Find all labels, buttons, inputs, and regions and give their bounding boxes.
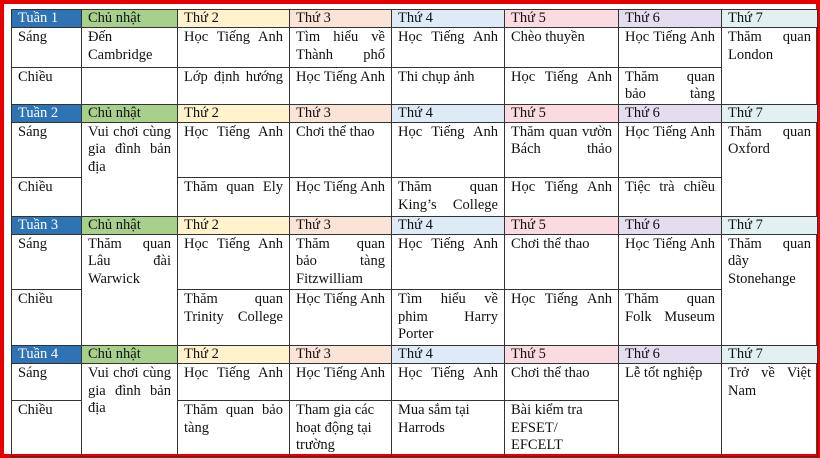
activity-cell: Thăm quan bảo tàng xyxy=(619,67,722,104)
day-header-friday: Thứ 6 xyxy=(619,10,722,28)
activity-cell: Học Tiếng Anh xyxy=(392,364,505,401)
day-header-friday: Thứ 6 xyxy=(619,104,722,122)
morning-label: Sáng xyxy=(12,364,82,401)
day-header-monday: Thứ 2 xyxy=(178,10,290,28)
activity-cell: Học Tiếng Anh xyxy=(619,122,722,177)
morning-row xyxy=(12,28,818,67)
activity-cell: Học Tiếng Anh xyxy=(178,234,290,289)
day-header-wednesday: Thứ 4 xyxy=(392,216,505,234)
activity-cell: Thăm quan Ely xyxy=(178,178,290,216)
activity-cell: Học Tiếng Anh xyxy=(619,234,722,289)
activity-cell: Thi chụp ảnh xyxy=(392,67,505,104)
day-header-saturday: Thứ 7 xyxy=(722,10,818,28)
week-header-row xyxy=(12,104,818,122)
activity-cell: Học Tiếng Anh xyxy=(505,67,619,104)
week-title: Tuần 4 xyxy=(12,345,82,363)
activity-cell: Lớp định hướng xyxy=(178,67,290,104)
day-header-sunday: Chủ nhật xyxy=(82,104,178,122)
day-header-monday: Thứ 2 xyxy=(178,104,290,122)
day-header-sunday: Chủ nhật xyxy=(82,345,178,363)
activity-cell: Thăm quan King’s College xyxy=(392,178,505,216)
day-header-tuesday: Thứ 3 xyxy=(290,104,392,122)
activity-cell: Thăm quan London xyxy=(722,28,818,105)
activity-cell: Học Tiếng Anh xyxy=(178,28,290,67)
morning-row xyxy=(12,122,818,177)
day-header-monday: Thứ 2 xyxy=(178,216,290,234)
activity-cell: Vui chơi cùng gia đình bản địa xyxy=(82,122,178,216)
activity-cell: Thăm quan Lâu đài Warwick xyxy=(82,234,178,345)
activity-cell: Học Tiếng Anh xyxy=(290,178,392,216)
afternoon-row xyxy=(12,67,818,104)
afternoon-label: Chiều xyxy=(12,401,82,457)
day-header-sunday: Chủ nhật xyxy=(82,10,178,28)
day-header-saturday: Thứ 7 xyxy=(722,345,818,363)
day-header-tuesday: Thứ 3 xyxy=(290,216,392,234)
activity-cell: Đến Cambridge xyxy=(82,28,178,67)
activity-cell: Thăm quan dãy Stonehange xyxy=(722,234,818,345)
afternoon-label: Chiều xyxy=(12,290,82,345)
activity-cell: Học Tiếng Anh xyxy=(290,290,392,345)
day-header-thursday: Thứ 5 xyxy=(505,216,619,234)
activity-cell: Thăm quan vườn Bách thảo xyxy=(505,122,619,177)
day-header-thursday: Thứ 5 xyxy=(505,345,619,363)
activity-cell: Học Tiếng Anh xyxy=(392,234,505,289)
activity-cell: Tiệc trà chiều xyxy=(619,178,722,216)
activity-cell: Thăm quan Oxford xyxy=(722,122,818,216)
activity-cell: Lễ tốt nghiệp xyxy=(619,364,722,457)
activity-cell: Học Tiếng Anh xyxy=(392,122,505,177)
morning-label: Sáng xyxy=(12,234,82,289)
schedule-table xyxy=(11,9,818,457)
day-header-thursday: Thứ 5 xyxy=(505,10,619,28)
morning-label: Sáng xyxy=(12,122,82,177)
week-title: Tuần 1 xyxy=(12,10,82,28)
activity-cell: Vui chơi cùng gia đình bản địa xyxy=(82,364,178,457)
activity-cell: Học Tiếng Anh xyxy=(619,28,722,67)
day-header-friday: Thứ 6 xyxy=(619,216,722,234)
activity-cell: Trở về Việt Nam xyxy=(722,364,818,457)
activity-cell: Tham gia các hoạt động tại trường xyxy=(290,401,392,457)
activity-cell: Học Tiếng Anh xyxy=(290,67,392,104)
activity-cell: Mua sắm tại Harrods xyxy=(392,401,505,457)
activity-cell: Tìm hiểu về phim Harry Porter xyxy=(392,290,505,345)
afternoon-label: Chiều xyxy=(12,67,82,104)
day-header-saturday: Thứ 7 xyxy=(722,104,818,122)
activity-cell: Học Tiếng Anh xyxy=(505,290,619,345)
morning-label: Sáng xyxy=(12,28,82,67)
day-header-tuesday: Thứ 3 xyxy=(290,345,392,363)
day-header-sunday: Chủ nhật xyxy=(82,216,178,234)
week-header-row xyxy=(12,216,818,234)
activity-cell: Bài kiểm tra EFSET/ EFCELT xyxy=(505,401,619,457)
activity-cell: Thăm quan Trinity College xyxy=(178,290,290,345)
empty-cell xyxy=(82,67,178,104)
activity-cell: Thăm quan bảo tàng xyxy=(178,401,290,457)
activity-cell: Chơi thể thao xyxy=(505,364,619,401)
activity-cell: Học Tiếng Anh xyxy=(178,364,290,401)
morning-row xyxy=(12,234,818,289)
activity-cell: Thăm quan Folk Museum xyxy=(619,290,722,345)
morning-row xyxy=(12,364,818,401)
day-header-wednesday: Thứ 4 xyxy=(392,345,505,363)
day-header-wednesday: Thứ 4 xyxy=(392,104,505,122)
activity-cell: Học Tiếng Anh xyxy=(505,178,619,216)
afternoon-label: Chiều xyxy=(12,178,82,216)
day-header-friday: Thứ 6 xyxy=(619,345,722,363)
activity-cell: Học Tiếng Anh xyxy=(178,122,290,177)
activity-cell: Chơi thể thao xyxy=(290,122,392,177)
day-header-monday: Thứ 2 xyxy=(178,345,290,363)
week-header-row xyxy=(12,10,818,28)
day-header-tuesday: Thứ 3 xyxy=(290,10,392,28)
day-header-thursday: Thứ 5 xyxy=(505,104,619,122)
activity-cell: Học Tiếng Anh xyxy=(392,28,505,67)
activity-cell: Thăm quan bảo tàng Fitzwilliam xyxy=(290,234,392,289)
activity-cell: Chơi thể thao xyxy=(505,234,619,289)
activity-cell: Tìm hiểu về Thành phố xyxy=(290,28,392,67)
week-header-row xyxy=(12,345,818,363)
day-header-saturday: Thứ 7 xyxy=(722,216,818,234)
week-title: Tuần 3 xyxy=(12,216,82,234)
activity-cell: Học Tiếng Anh xyxy=(290,364,392,401)
day-header-wednesday: Thứ 4 xyxy=(392,10,505,28)
activity-cell: Chèo thuyền xyxy=(505,28,619,67)
week-title: Tuần 2 xyxy=(12,104,82,122)
